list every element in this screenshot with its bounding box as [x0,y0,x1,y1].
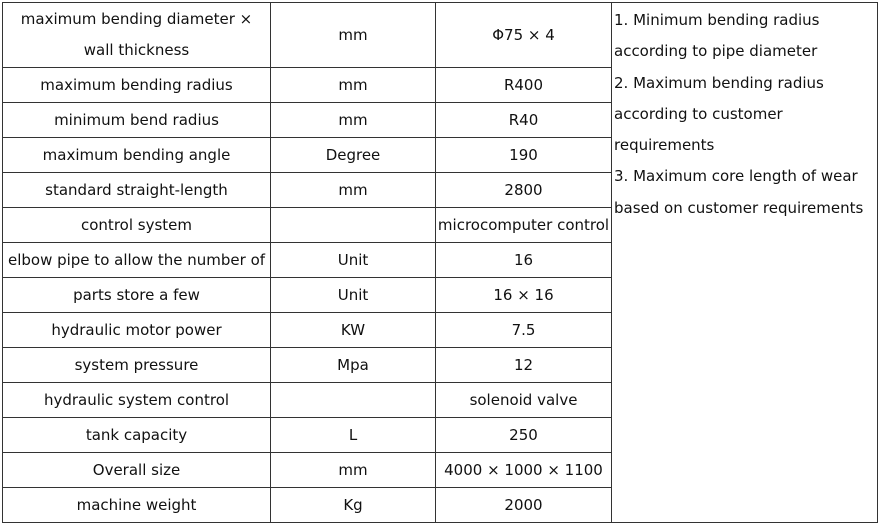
unit-cell: mm [271,103,436,138]
value-cell: 4000 × 1000 × 1100 [436,453,612,488]
value-cell: 190 [436,138,612,173]
value-cell: Φ75 × 4 [436,3,612,68]
unit-cell: L [271,418,436,453]
unit-cell: mm [271,173,436,208]
param-cell: maximum bending diameter × wall thickness [3,3,271,68]
note-item: 3. Maximum core length of wear based on customer requirements [614,167,864,217]
value-cell: R400 [436,68,612,103]
unit-cell: KW [271,313,436,348]
unit-cell: Degree [271,138,436,173]
unit-cell: Kg [271,488,436,523]
param-cell: system pressure [3,348,271,383]
param-cell: elbow pipe to allow the number of [3,243,271,278]
unit-cell: mm [271,68,436,103]
param-cell: tank capacity [3,418,271,453]
value-cell: 16 [436,243,612,278]
value-cell: R40 [436,103,612,138]
unit-cell: mm [271,453,436,488]
param-cell: maximum bending angle [3,138,271,173]
value-cell: 7.5 [436,313,612,348]
param-cell: hydraulic system control [3,383,271,418]
unit-cell: Unit [271,243,436,278]
param-cell: standard straight-length [3,173,271,208]
notes-cell [612,3,878,523]
param-cell: parts store a few [3,278,271,313]
param-cell: Overall size [3,453,271,488]
unit-cell [271,208,436,243]
spec-table [2,2,878,523]
value-cell: 12 [436,348,612,383]
value-cell: 2000 [436,488,612,523]
note-item: 1. Minimum bending radius according to pipe diameter [614,11,820,61]
param-cell: hydraulic motor power [3,313,271,348]
value-cell: microcomputer control [436,208,612,243]
value-cell: 16 × 16 [436,278,612,313]
value-cell: solenoid valve [436,383,612,418]
param-cell: control system [3,208,271,243]
unit-cell: Unit [271,278,436,313]
table-row [3,3,878,68]
unit-cell [271,383,436,418]
unit-cell: Mpa [271,348,436,383]
spec-table-body [3,3,878,523]
value-cell: 2800 [436,173,612,208]
param-cell: machine weight [3,488,271,523]
param-cell: minimum bend radius [3,103,271,138]
note-item: 2. Maximum bending radius according to customer requirements [614,73,824,155]
value-cell: 250 [436,418,612,453]
param-cell: maximum bending radius [3,68,271,103]
unit-cell: mm [271,3,436,68]
